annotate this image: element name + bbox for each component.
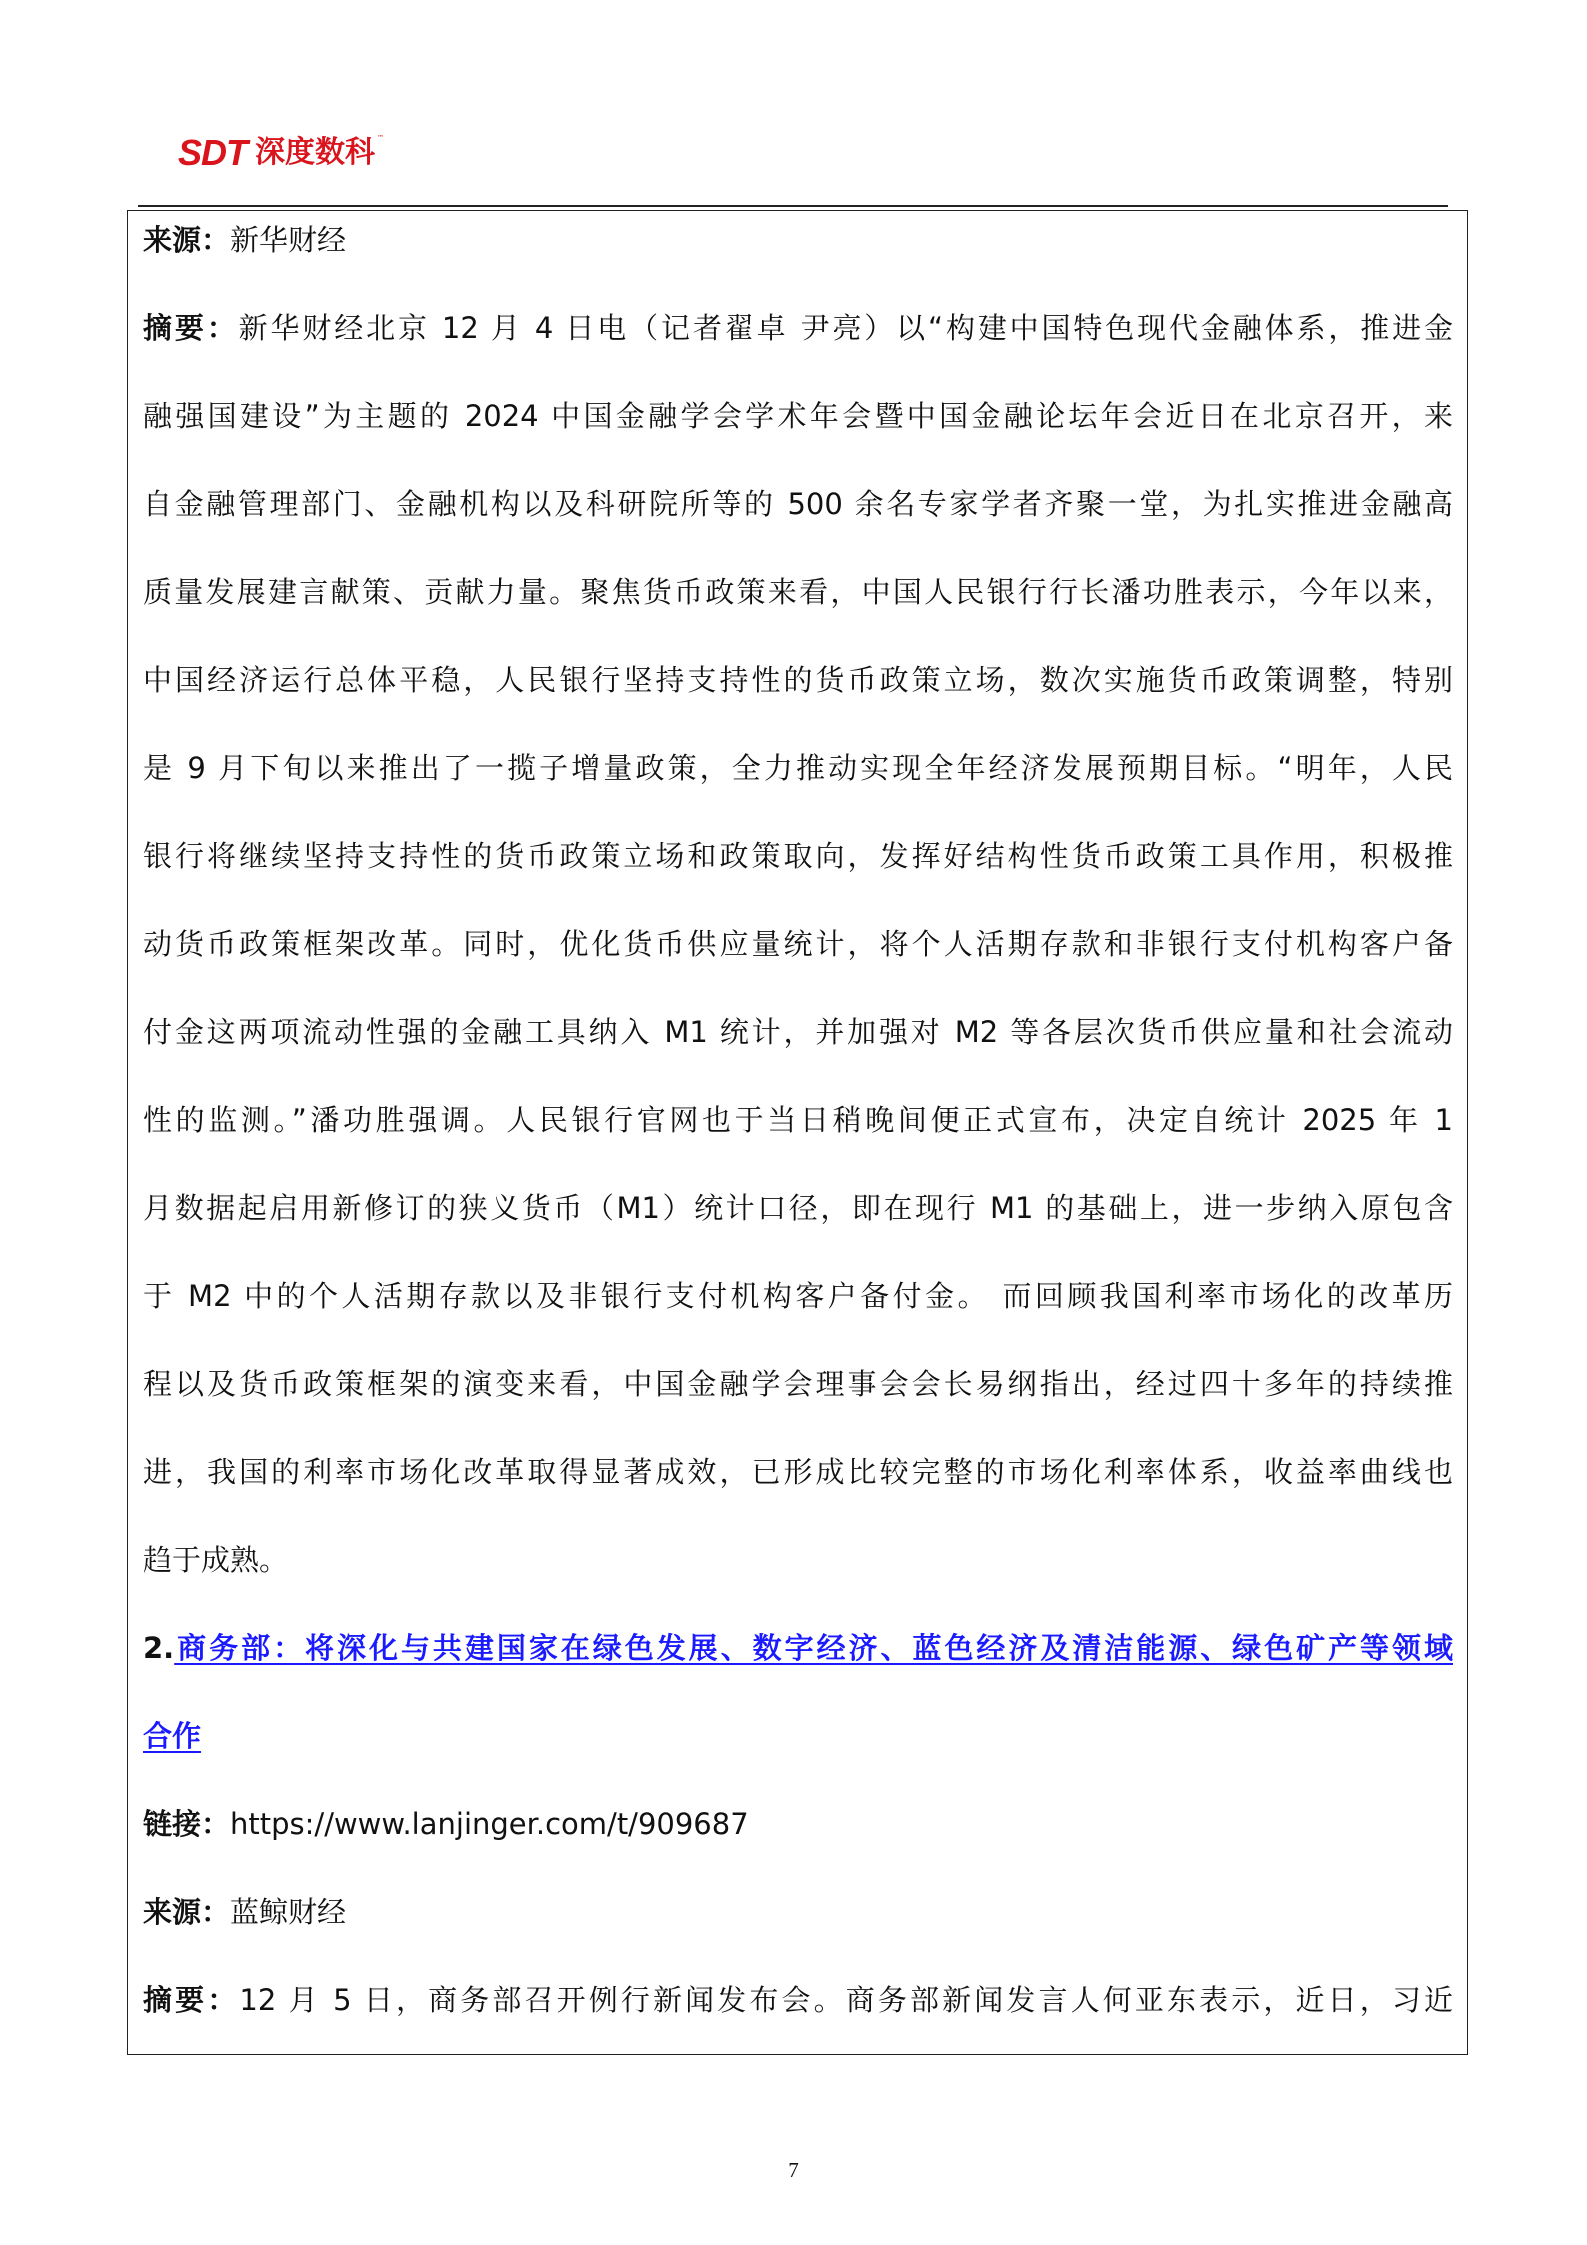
article1-summary-line: 月数据起启用新修订的狭义货币（M1）统计口径，即在现行 M1 的基础上，进一步纳入原包含 [143,1191,1453,1225]
source-label: 来源： [143,223,231,257]
source-value: 蓝鲸财经 [230,1895,347,1929]
link-label: 链接： [143,1807,231,1841]
article1-summary-line: 趋于成熟。 [143,1543,289,1577]
article2-title [143,1626,1453,1670]
article1-summary-line: 质量发展建言献策、贡献力量。聚焦货币政策来看，中国人民银行行长潘功胜表示，今年以来， [143,575,1453,609]
article1-summary-line: 进，我国的利率市场化改革取得显著成效，已形成比较完整的市场化利率体系，收益率曲线也 [143,1455,1453,1489]
article1-summary-line: 付金这两项流动性强的金融工具纳入 M1 统计，并加强对 M2 等各层次货币供应量和社会流动 [143,1015,1453,1049]
article2-source [143,1890,1453,1934]
page-number: 7 [788,2158,799,2182]
header-divider [138,205,1448,207]
summary-text: 12 月 5 日，商务部召开例行新闻发布会。商务部新闻发言人何亚东表示，近日，习近 [239,1983,1453,2017]
article-title-link[interactable]: 合作 [143,1719,202,1753]
article2-summary-line [143,1978,1453,2022]
article-number: 2. [143,1631,175,1665]
link-url[interactable]: https://www.lanjinger.com/t/909687 [230,1807,749,1841]
article1-summary-line: 动货币政策框架改革。同时，优化货币供应量统计，将个人活期存款和非银行支付机构客户备 [143,927,1453,961]
article1-summary-line: 性的监测。”潘功胜强调。人民银行官网也于当日稍晚间便正式宣布，决定自统计 2025 年 1 [143,1103,1453,1137]
article1-summary-line: 于 M2 中的个人活期存款以及非银行支付机构客户备付金。 而回顾我国利率市场化的改革历 [143,1279,1453,1313]
article1-summary-line: 程以及货币政策框架的演变来看，中国金融学会理事会会长易纲指出，经过四十多年的持续推 [143,1367,1453,1401]
article1-source [143,218,1453,262]
article1-summary-line: 自金融管理部门、金融机构以及科研院所等的 500 余名专家学者齐聚一堂，为扎实推进金融高 [143,487,1453,521]
article2-title-continued [143,1714,1453,1758]
content-box [127,210,1468,2055]
article1-summary-line: 融强国建设”为主题的 2024 中国金融学会学术年会暨中国金融论坛年会近日在北京召开，来 [143,399,1453,433]
company-logo [178,128,384,178]
summary-label: 摘要： [143,311,239,345]
article1-summary-line [143,306,1453,350]
logo-trademark: ™ [377,134,384,142]
article1-summary-line: 是 9 月下旬以来推出了一揽子增量政策，全力推动实现全年经济发展预期目标。“明年，人民 [143,751,1453,785]
article1-summary-line: 中国经济运行总体平稳，人民银行坚持支持性的货币政策立场，数次实施货币政策调整，特别 [143,663,1453,697]
article2-link-row [143,1802,1453,1846]
article1-summary-line: 银行将继续坚持支持性的货币政策立场和政策取向，发挥好结构性货币政策工具作用，积极推 [143,839,1453,873]
source-value: 新华财经 [230,223,347,257]
logo-latin-text: SDT [178,132,247,173]
logo-cjk-text: 深度数科 [255,135,375,170]
source-label: 来源： [143,1895,231,1929]
article-title-link[interactable]: 商务部：将深化与共建国家在绿色发展、数字经济、蓝色经济及清洁能源、绿色矿产等领域 [174,1631,1453,1665]
summary-text: 新华财经北京 12 月 4 日电（记者翟卓 尹亮）以“构建中国特色现代金融体系，推进金 [238,311,1453,345]
summary-label: 摘要： [143,1983,240,2017]
